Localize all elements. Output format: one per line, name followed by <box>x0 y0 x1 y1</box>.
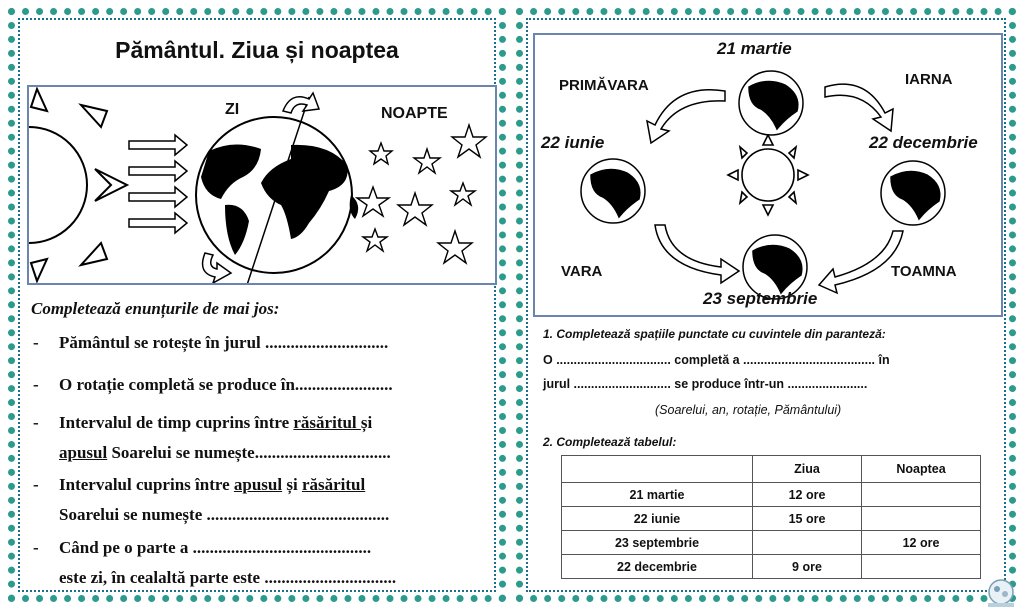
table-cell: 23 septembrie <box>562 531 753 555</box>
table-cell[interactable] <box>753 531 862 555</box>
table-cell: 12 ore <box>753 483 862 507</box>
table-cell: 22 iunie <box>562 507 753 531</box>
exercise-2-title: 2. Completează tabelul: <box>543 435 677 449</box>
table-cell: 21 martie <box>562 483 753 507</box>
fill-in-item-3: - Intervalul de timp cuprins între răsăritul și apusul Soarelui se numește................................ <box>33 413 391 462</box>
fill-in-item-2: - O rotație completă se produce în....................... <box>33 370 493 400</box>
exercise-1-title: 1. Completează spațiile punctate cu cuvintele din paranteză: <box>543 327 886 341</box>
night-label: NOAPTE <box>381 105 448 122</box>
underlined-term: răsăritul <box>301 475 366 494</box>
table-row <box>562 507 981 531</box>
season-winter-label: IARNA <box>905 71 953 88</box>
table-cell: 22 decembrie <box>562 555 753 579</box>
table-cell[interactable] <box>862 507 981 531</box>
item-text: O rotație completă se produce în....................... <box>59 375 393 394</box>
underlined-term: răsăritul <box>293 413 361 432</box>
sun-icon <box>728 135 808 215</box>
left-worksheet-page <box>8 8 506 602</box>
right-worksheet-page <box>516 8 1016 602</box>
season-summer-label: VARA <box>561 263 603 280</box>
sunlight-arrows-icon <box>129 135 187 233</box>
fill-in-item-1: - Pământul se rotește în jurul ............................. <box>33 328 493 358</box>
earth-rotation-illustration <box>27 85 497 285</box>
table-header-cell <box>562 456 753 483</box>
table-cell[interactable] <box>862 483 981 507</box>
date-label-september: 23 septembrie <box>703 289 818 308</box>
table-cell: 9 ore <box>753 555 862 579</box>
underlined-term: apusul <box>59 443 108 462</box>
date-label-december: 22 decembrie <box>869 133 978 152</box>
table-row <box>562 531 981 555</box>
page-title: Pământul. Ziua și noaptea <box>115 37 399 63</box>
day-label: ZI <box>225 101 240 118</box>
day-night-table <box>561 455 981 579</box>
night-stars-icon <box>357 125 486 263</box>
publisher-logo-icon <box>984 578 1018 608</box>
fill-in-item-5: - Când pe o parte a .......................................... este zi, în cealaltă parte este ............................... <box>33 538 397 587</box>
table-cell[interactable] <box>862 555 981 579</box>
table-row <box>562 483 981 507</box>
table-header-row <box>562 456 981 483</box>
item-text: Pământul se rotește în jurul ............................. <box>59 333 389 352</box>
season-autumn-label: TOAMNA <box>891 263 957 280</box>
date-label-march: 21 martie <box>717 39 792 58</box>
underlined-term: apusul <box>233 475 283 494</box>
table-cell: 15 ore <box>753 507 862 531</box>
season-spring-label: PRIMĂVARA <box>559 77 649 94</box>
exercise-1-line-1: O ................................. completă a ...................................... în <box>543 353 890 367</box>
table-cell: 12 ore <box>862 531 981 555</box>
date-label-june: 22 iunie <box>541 133 605 152</box>
table-header-cell: Ziua <box>753 456 862 483</box>
earth-globe-icon <box>196 97 358 283</box>
exercise-1-word-bank: (Soarelui, an, rotație, Pământului) <box>655 403 842 417</box>
table-header-cell: Noaptea <box>862 456 981 483</box>
sun-icon <box>29 89 127 281</box>
exercise-instruction: Completează enunțurile de mai jos: <box>31 299 280 318</box>
fill-in-item-4: - Intervalul cuprins între apusul și răsăritul Soarelui se numește ........................................... <box>33 475 390 524</box>
seasons-orbit-diagram <box>533 33 1003 317</box>
exercise-1-line-2: jurul ............................ se produce într-un ....................... <box>543 377 868 391</box>
table-row <box>562 555 981 579</box>
